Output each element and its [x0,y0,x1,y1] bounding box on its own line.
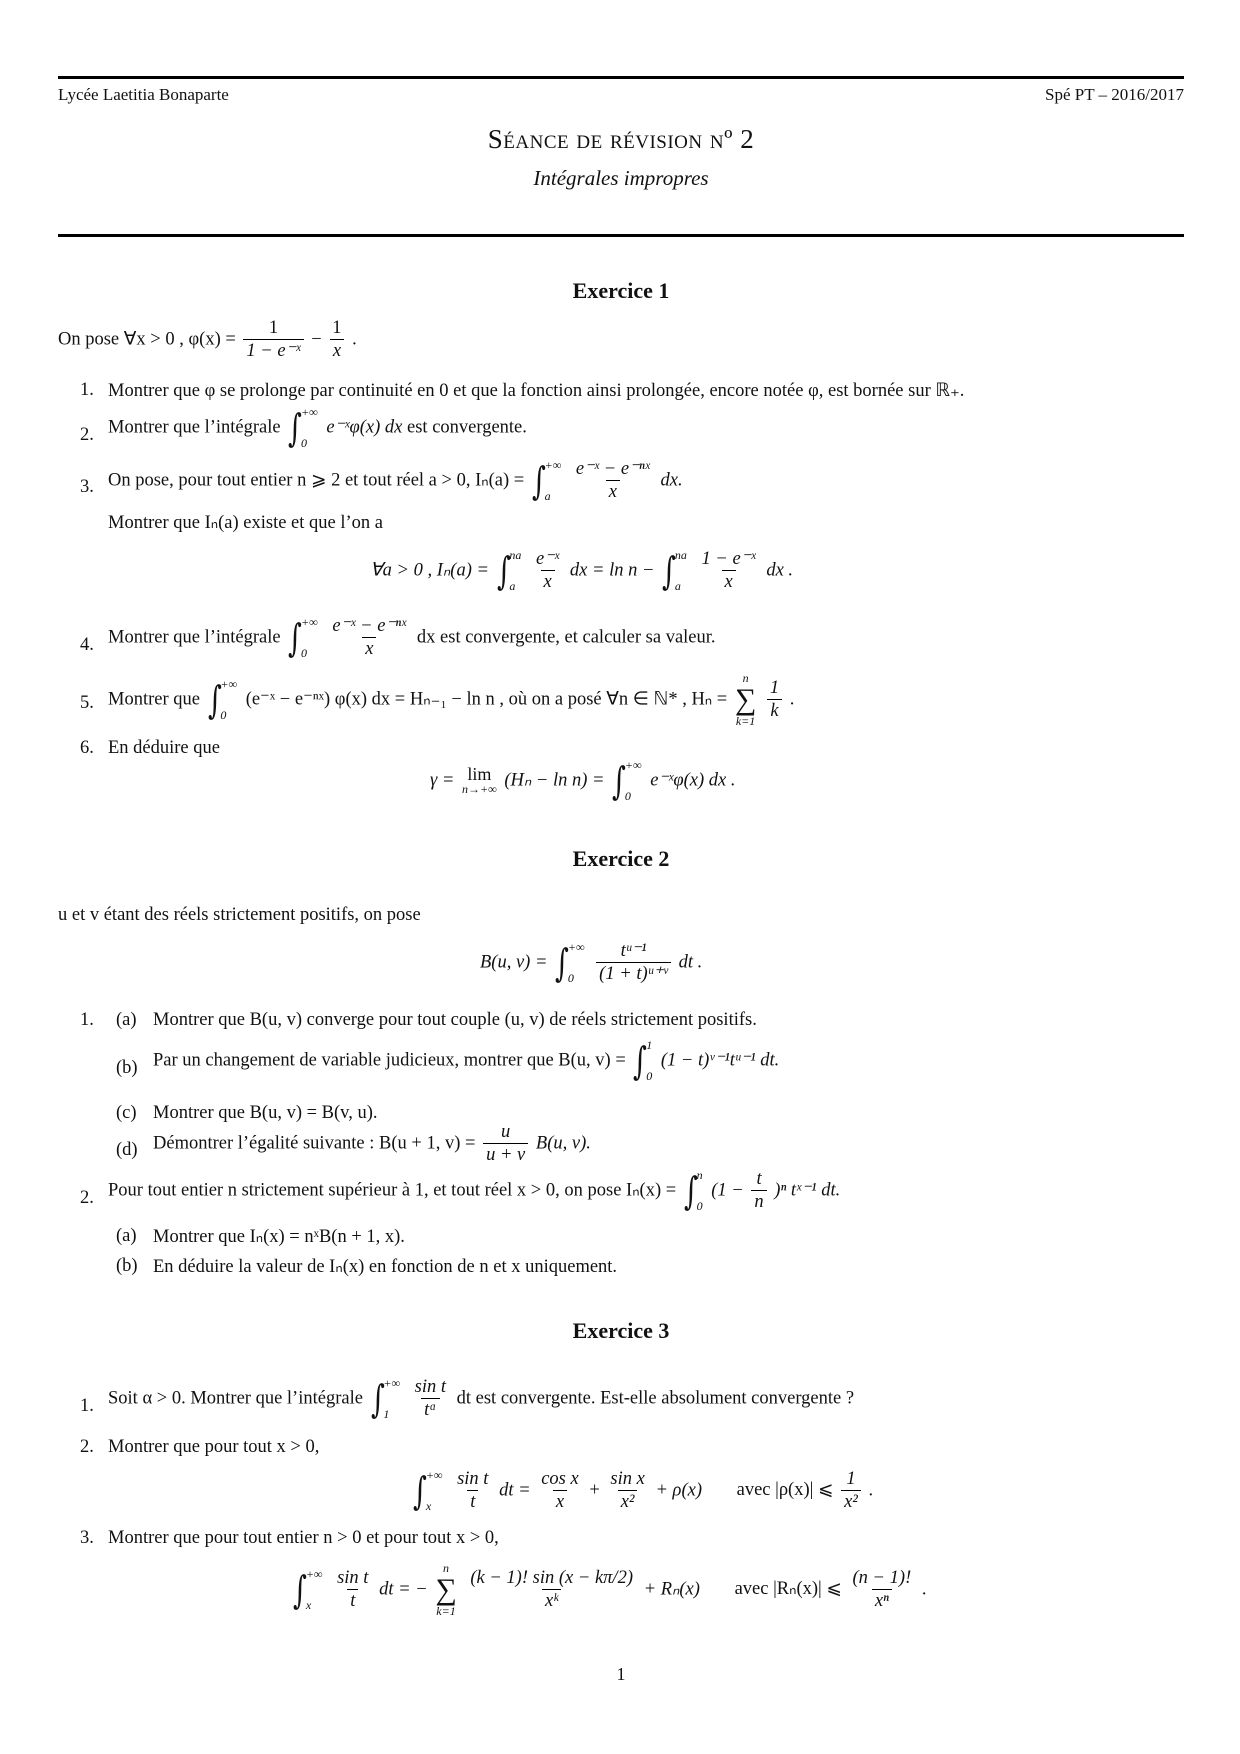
exercise-1-item-5: Montrer que ∫ +∞ 0 (e⁻ˣ − e⁻ⁿˣ) φ(x) dx = Hₙ₋₁ − ln n , où on a posé ∀n ∈ ℕ* , Hₙ = n ∑ k=1 $\frac{1}{k}$ . [108,671,795,729]
period: . [352,329,357,350]
exercise-3-item-2: Montrer que pour tout x > 0, [108,1437,320,1457]
exercise-2-q1a: Montrer que B(u, v) converge pour tout couple (u, v) de réels strictement positifs. [153,1010,757,1030]
exercise-1-item-4: Montrer que l’intégrale ∫ +∞ 0 $\frac{\text{e⁻ˣ − e⁻ⁿˣ}}{x}$ dx est convergente, et calculer sa valeur. [108,615,716,660]
exercise-3-item-3: Montrer que pour tout entier n > 0 et pour tout x > 0, [108,1528,499,1548]
exercise-3-item-1: Soit α > 0. Montrer que l’intégrale ∫ +∞ 1 $\frac{\text{sin t}}{\text{tᵅ}}$ dt est convergente. Est-elle absolument convergente ? [108,1376,855,1421]
document-page [58,0,1184,1754]
item-number: 3. [80,1528,94,1548]
exercise-1-item-2: Montrer que l’intégrale ∫ +∞ 0 e⁻ˣφ(x) dx est convergente. [108,405,527,450]
item-number: 1. [80,1396,94,1416]
integral-sign: ∫ +∞ a [531,458,562,503]
exercise-2-q2: Pour tout entier n strictement supérieur à 1, et tout réel x > 0, on pose Iₙ(x) = ∫ n 0 (1 − $\frac{t}{n}$ )ⁿ tˣ⁻¹ dt. [108,1168,841,1213]
intro-prefix: On pose ∀x > 0 , φ(x) = [58,329,236,350]
integral-sign: ∫ +∞ 0 [288,405,318,450]
exercise-2-title: Exercice 2 [572,846,670,871]
item-number: 2. [80,425,94,445]
exercise-2-q2a: Montrer que Iₙ(x) = nˣB(n + 1, x). [153,1227,405,1247]
part-label: (a) [116,1010,137,1030]
exercise-1-item-6: En déduire que [108,738,220,758]
exercise-2-q1b: Par un changement de variable judicieux, montrer que B(u, v) = ∫ 1 0 (1 − t)ᵛ⁻¹tᵘ⁻¹ dt. [153,1038,780,1083]
exercise-3-item-3-display: ∫ +∞ x $\frac{\text{sin t}}{t}$ dt = − n ∑ k=1 $\frac{(k - 1)! \sin (x - k\pi/2)}{\text{xᵏ}}$ + Rₙ(x) avec |Rₙ(x)| ⩽ $\frac{(n - 1)!}{\text{xⁿ}}$ . [292,1561,927,1619]
part-label: (a) [116,1226,137,1246]
item-number: 4. [80,635,94,655]
part-label: (b) [116,1058,138,1078]
item-number: 2. [80,1437,94,1457]
part-label: (d) [116,1140,138,1160]
exercise-2-q1c: Montrer que B(u, v) = B(v, u). [153,1103,378,1123]
exercise-1-item-6-display: γ = lim n→+∞ (Hₙ − ln n) = ∫ +∞ 0 e⁻ˣφ(x) dx . [430,758,736,803]
exercise-1-item-3-display: ∀a > 0 , Iₙ(a) = ∫ na a $\frac{\text{e⁻ˣ}}{x}$ dx = ln n − ∫ na a $\frac{\text{1 − e⁻ˣ}}{x}$ dx . [370,548,794,593]
minus: − [311,329,322,350]
exercise-1-item-3: On pose, pour tout entier n ⩾ 2 et tout réel a > 0, Iₙ(a) = ∫ +∞ a $\frac{\text{e⁻ˣ − e⁻ⁿˣ}}{x}$ dx. [108,458,683,503]
exercise-1-item-1: Montrer que φ se prolonge par continuité en 0 et que la fonction ainsi prolongée, encore notée φ, est bornée sur ℝ₊. [108,381,965,401]
part-label: (c) [116,1103,137,1123]
item-number: 5. [80,693,94,713]
exercise-1-item-3-line2: Montrer que Iₙ(a) existe et que l’on a [108,513,383,533]
item-number: 1. [80,380,94,400]
class-year: Spé PT – 2016/2017 [1044,85,1184,104]
part-label: (b) [116,1256,138,1276]
fraction: $\frac{1}{\text{1 − e⁻ˣ}}$ [243,318,303,362]
exercise-2-q1d: Démontrer l’égalité suivante : B(u + 1, v) = $\frac{u}{u + v}$ B(u, v). [153,1122,591,1166]
header-bottom-rule [58,234,1184,237]
exercise-2-q2b: En déduire la valeur de Iₙ(x) en fonction de n et x uniquement. [153,1257,618,1277]
school-name: Lycée Laetitia Bonaparte [58,85,229,104]
page-number: 1 [616,1664,626,1684]
fraction: $\frac{1}{x}$ [329,318,344,362]
exercise-1-intro [58,318,357,362]
exercise-1-title: Exercice 1 [572,278,670,303]
item-number: 1. [80,1010,94,1030]
page-subtitle: Intégrales impropres [533,166,709,190]
item-number: 2. [80,1188,94,1208]
top-rule [58,76,1184,79]
exercise-2-display: B(u, v) = ∫ +∞ 0 $\frac{\text{tᵘ⁻¹}}{\text{(1 + t)ᵘ⁺ᵛ}}$ dt . [480,940,703,985]
exercise-3-item-2-display: ∫ +∞ x $\frac{\text{sin t}}{t}$ dt = $\frac{\text{cos x}}{x}$ + $\frac{\text{sin x}}{\text{x²}}$ + ρ(x) avec |ρ(x)| ⩽ $\frac{1}{\text{x²}}$ . [412,1468,874,1513]
exercise-2-intro: u et v étant des réels strictement positifs, on pose [58,905,421,925]
item-number: 6. [80,738,94,758]
exercise-3-title: Exercice 3 [572,1318,670,1343]
page-title: Séance de révision nº 2 [487,124,755,154]
item-number: 3. [80,477,94,497]
